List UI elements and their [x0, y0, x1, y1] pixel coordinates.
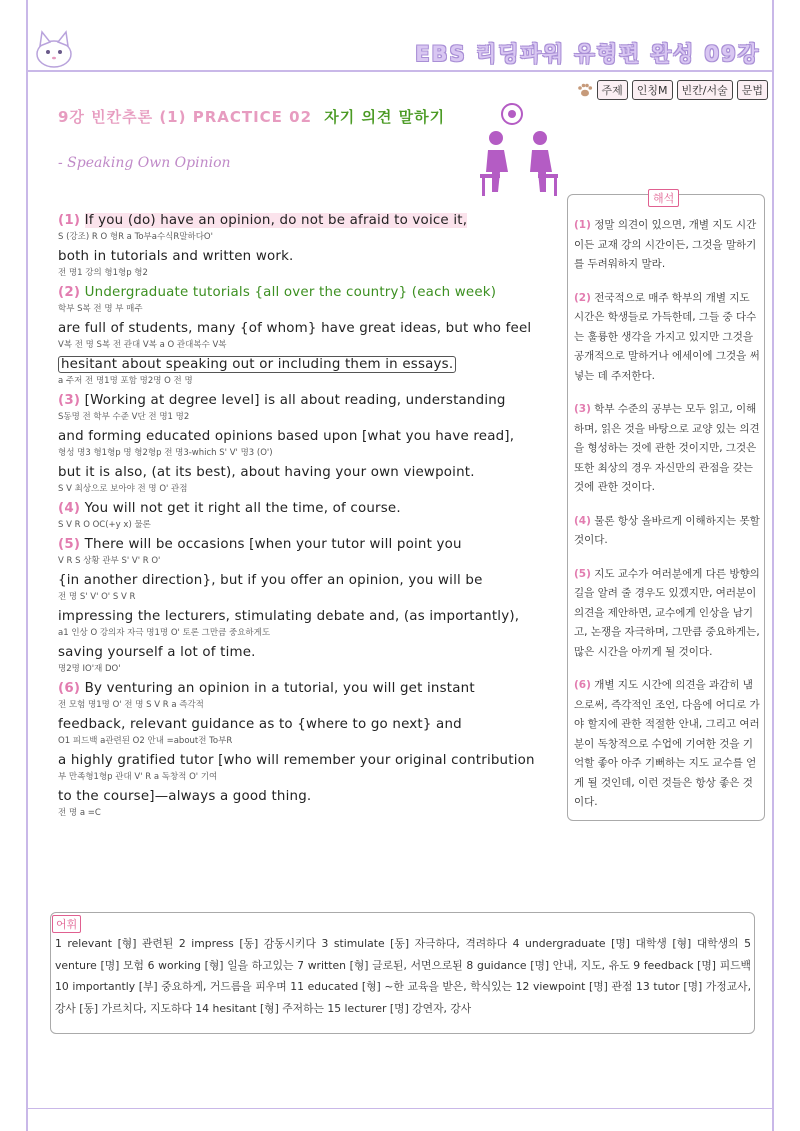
passage-line: (5) There will be occasions [when your tutor will point you	[58, 537, 462, 552]
passage-line: (3) [Working at degree level] is all about reading, understanding	[58, 393, 506, 408]
header-divider	[26, 70, 774, 72]
conversation-illustration-icon	[478, 102, 560, 198]
book-title: EBS 리딩파워 유형편 완성 09강	[415, 42, 760, 66]
passage-line: (2) Undergraduate tutorials {all over the country} (each week)	[58, 285, 497, 300]
passage-line: both in tutorials and written work.	[58, 249, 294, 264]
grammar-annotation: V복 전 명 S복 전 관대 V복 a O 관대복수 V복	[58, 340, 227, 350]
vocabulary-list: 1 relevant [형] 관련된 2 impress [동] 감동시키다 3 stimulate [동] 자극하다, 격려하다 4 undergraduate [명] 대학생 [형] 대학생의 5 venture [명] 모험 6 working [형] 일을 하고있는 7 written [형] 글로된, 서면으로된 8 guidance [명] 안내, 지도, 유도 9 feedback [명] 피드백 10 importantly [부] 중요하게, 거드름을 피우며 11 educated [형] ~한 교육을 받은, 학식있는 12 viewpoint [명] 관점 13 tutor [명] 가정교사, 강사 [동] 가르치다, 지도하다 14 hesitant [형] 주저하는 15 lecturer [명] 강연자, 강사	[55, 937, 751, 1015]
grammar-annotation: S V R O OC(+y x) 물론	[58, 520, 151, 530]
translation-item: (5) 지도 교수가 여러분에게 다른 방향의 길을 알려 줄 경우도 있겠지만, 여러분이 의견을 제안하면, 교수에게 인상을 남기고, 논쟁을 자극하며, 그만큼 중요하게는, 많은 시간을 아끼게 될 것이다.	[574, 567, 760, 658]
grammar-annotation: S동명 전 학부 수준 V단 전 명1 명2	[58, 412, 190, 422]
passage	[58, 212, 562, 824]
tag-person: 인칭M	[632, 80, 673, 100]
cat-mascot-icon	[30, 28, 78, 70]
grammar-annotation: a 주저 전 명1명 포함 명2명 O 전 명	[58, 376, 193, 386]
passage-line: are full of students, many {of whom} have great ideas, but who feel	[58, 321, 532, 336]
grammar-annotation: S V 최상으로 보아야 전 명 O' 관점	[58, 484, 188, 494]
passage-text: There will be occasions [when your tutor will point you	[84, 537, 462, 552]
translation-label: 해석	[648, 189, 679, 207]
tag-blank: 빈칸/서술	[677, 80, 733, 100]
translation-item: (4) 물론 항상 올바르게 이해하지는 못할 것이다.	[574, 514, 760, 546]
passage-line: and forming educated opinions based upon [what you have read],	[58, 429, 515, 444]
tag-bar	[577, 80, 769, 100]
passage-line: a highly gratified tutor [who will remember your original contribution	[58, 753, 535, 768]
translation-item: (1) 정말 의견이 있으면, 개별 지도 시간이든 교재 강의 시간이든, 그것을 말하기를 두려워하지 말라.	[574, 219, 757, 270]
translation-item: (3) 학부 수준의 공부는 모두 읽고, 이해하며, 읽은 것을 바탕으로 교양 있는 의견을 형성하는 것에 관한 것이지만, 그것은 또한 최상의 경우 자신만의 관점을 갖는 것에 관한 것이다.	[574, 403, 760, 493]
grammar-annotation: 전 명 a =C	[58, 808, 101, 818]
passage-line: feedback, relevant guidance as to {where to go next} and	[58, 717, 462, 732]
grammar-annotation: 명2명 IO'재 DO'	[58, 664, 121, 674]
passage-text: You will not get it right all the time, of course.	[84, 501, 401, 516]
passage-line: {in another direction}, but if you offer an opinion, you will be	[58, 573, 483, 588]
translation-item: (2) 전국적으로 매주 학부의 개별 지도 시간은 학생들로 가득한데, 그들 중 다수는 훌륭한 생각을 가지고 있지만 그것을 공개적으로 말하거나 에세이에 그것을 써넣는 데 주저한다.	[574, 291, 760, 382]
tag-topic: 주제	[597, 80, 628, 100]
passage-text: By venturing an opinion in a tutorial, you will get instant	[84, 681, 475, 696]
grammar-annotation: 학부 S복 전 명 부 매주	[58, 304, 143, 314]
passage-line: (4) You will not get it right all the time, of course.	[58, 501, 401, 516]
grammar-annotation: S (강조) R O 형R a To부a수식R말하다O'	[58, 232, 213, 242]
lesson-topic: 자기 의견 말하기	[324, 108, 446, 126]
lesson-heading	[58, 106, 445, 127]
passage-line: (6) By venturing an opinion in a tutorial, you will get instant	[58, 681, 475, 696]
translation-body	[574, 216, 760, 827]
passage-line: but it is also, (at its best), about having your own viewpoint.	[58, 465, 475, 480]
passage-text: hesitant about speaking out or including them in essays.	[58, 356, 456, 373]
passage-text: If you (do) have an opinion, do not be afraid to voice it,	[84, 213, 468, 228]
passage-line: saving yourself a lot of time.	[58, 645, 256, 660]
left-border	[26, 0, 28, 1131]
grammar-annotation: V R S 상황 관부 S' V' R O'	[58, 556, 161, 566]
grammar-annotation: a1 인상 O 강의자 자극 명1명 O' 토론 그만큼 중요하게도	[58, 628, 271, 638]
lesson-subtitle: - Speaking Own Opinion	[58, 155, 231, 171]
grammar-annotation: 전 모험 명1명 O' 전 명 S V R a 즉각적	[58, 700, 204, 710]
passage-line: impressing the lecturers, stimulating debate and, (as importantly),	[58, 609, 520, 624]
passage-line: to the course]—always a good thing.	[58, 789, 312, 804]
grammar-annotation: 부 만족형1형p 관대 V' R a 독창적 O' 기여	[58, 772, 218, 782]
paw-icon	[577, 83, 593, 97]
grammar-annotation: 형성 명3 형1형p 명 형2형p 전 명3-which S' V' 명3 (O')	[58, 448, 273, 458]
grammar-annotation: O1 피드백 a관련된 O2 안내 =about전 To부R	[58, 736, 233, 746]
tag-grammar: 문법	[737, 80, 768, 100]
passage-line	[58, 356, 562, 373]
passage-text: [Working at degree level] is all about reading, understanding	[84, 393, 506, 408]
footer-divider	[26, 1108, 774, 1109]
vocabulary-label: 어휘	[52, 915, 81, 933]
grammar-annotation: 전 명 S' V' O' S V R	[58, 592, 136, 602]
translation-item: (6) 개별 지도 시간에 의견을 과감히 냄으로써, 즉각적인 조언, 다음에 어디로 가야 할지에 관한 적절한 안내, 그리고 여러분이 독창적으로 수업에 기여한 것을 기억할 좋아 아주 기뻐하는 지도 교수를 얻게 될 것인데, 이런 것들은 항상 좋은 것이다.	[574, 679, 760, 808]
lesson-title: 9강 빈칸추론 (1) PRACTICE 02	[58, 108, 313, 126]
passage-text: Undergraduate tutorials {all over the country} (each week)	[84, 285, 497, 300]
right-border	[772, 0, 774, 1131]
passage-line: (1) If you (do) have an opinion, do not be afraid to voice it,	[58, 213, 468, 228]
grammar-annotation: 전 명1 강의 형1형p 형2	[58, 268, 148, 278]
